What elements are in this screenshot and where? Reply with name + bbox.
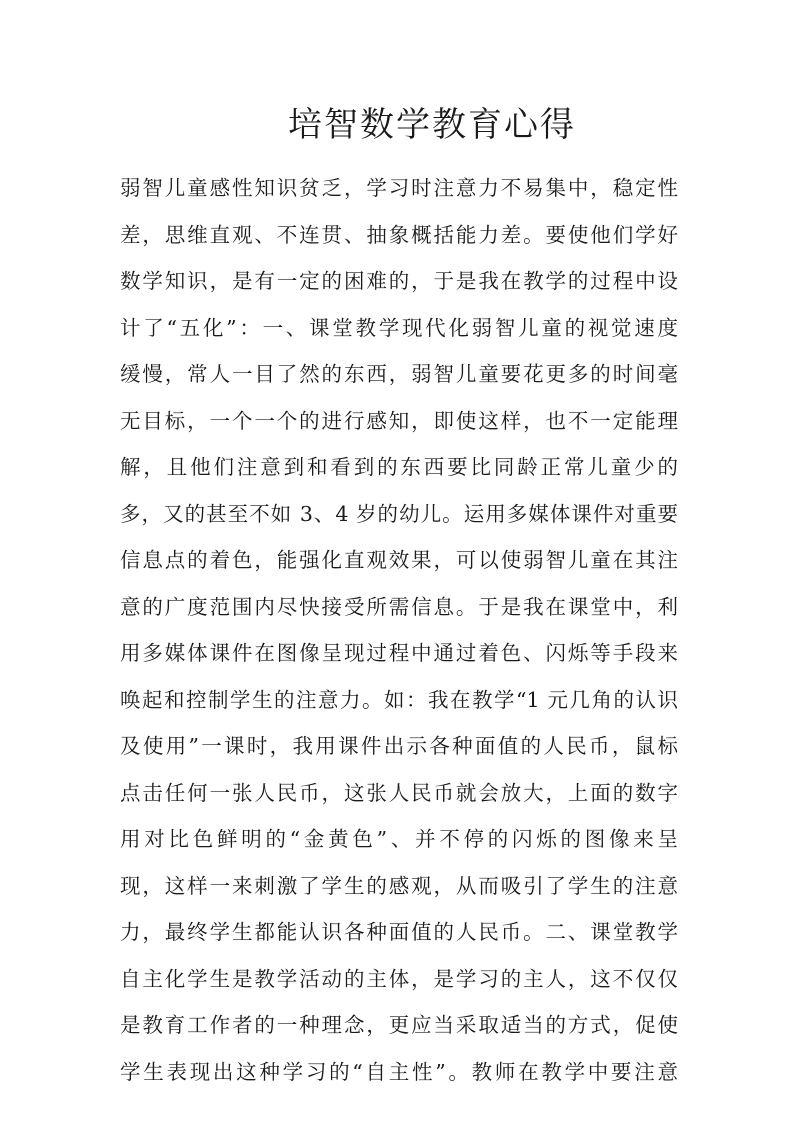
body-line: 无目标，一个一个的进行感知，即使这样，也不一定能理 bbox=[120, 408, 678, 433]
body-line: 力，最终学生都能认识各种面值的人民币。二、课堂教学 bbox=[120, 920, 678, 944]
body-line: 用多媒体课件在图像呈现过程中通过着色、闪烁等手段来 bbox=[120, 641, 678, 665]
body-line: 多，又的甚至不如 3、4 岁的幼儿。运用多媒体课件对重要 bbox=[120, 501, 678, 526]
body-line: 差，思维直观、不连贯、抽象概括能力差。要使他们学好 bbox=[120, 222, 678, 247]
body-line: 意的广度范围内尽快接受所需信息。于是我在课堂中，利 bbox=[120, 594, 678, 619]
body-line: 点击任何一张人民币，这张人民币就会放大，上面的数字 bbox=[120, 780, 678, 805]
body-line: 计了“五化”：一、课堂教学现代化弱智儿童的视觉速度 bbox=[120, 315, 678, 340]
body-line: 自主化学生是教学活动的主体，是学习的主人，这不仅仅 bbox=[120, 966, 678, 991]
body-line: 信息点的着色，能强化直观效果，可以使弱智儿童在其注 bbox=[120, 548, 678, 572]
body-line: 唤起和控制学生的注意力。如：我在教学“1 元几角的认识 bbox=[120, 687, 678, 712]
document-title: 培智数学教育心得 bbox=[288, 105, 576, 145]
body-line: 缓慢，常人一目了然的东西，弱智儿童要花更多的时间毫 bbox=[120, 362, 678, 386]
body-line: 及使用”一课时，我用课件出示各种面值的人民币，鼠标 bbox=[120, 734, 678, 758]
body-line: 是教育工作者的一种理念，更应当采取适当的方式，促使 bbox=[120, 1013, 678, 1037]
body-line: 现，这样一来刺激了学生的感观，从而吸引了学生的注意 bbox=[120, 873, 678, 898]
body-line: 学生表现出这种学习的“自主性”。教师在教学中要注意 bbox=[120, 1059, 678, 1084]
body-line: 用对比色鲜明的“金黄色”、并不停的闪烁的图像来呈 bbox=[120, 827, 678, 851]
body-line: 解，且他们注意到和看到的东西要比同龄正常儿童少的 bbox=[120, 455, 678, 479]
document-body bbox=[120, 165, 678, 1095]
body-line: 数学知识，是有一定的困难的，于是我在教学的过程中设 bbox=[120, 269, 678, 293]
body-line: 弱智儿童感性知识贫乏，学习时注意力不易集中，稳定性 bbox=[120, 176, 678, 200]
